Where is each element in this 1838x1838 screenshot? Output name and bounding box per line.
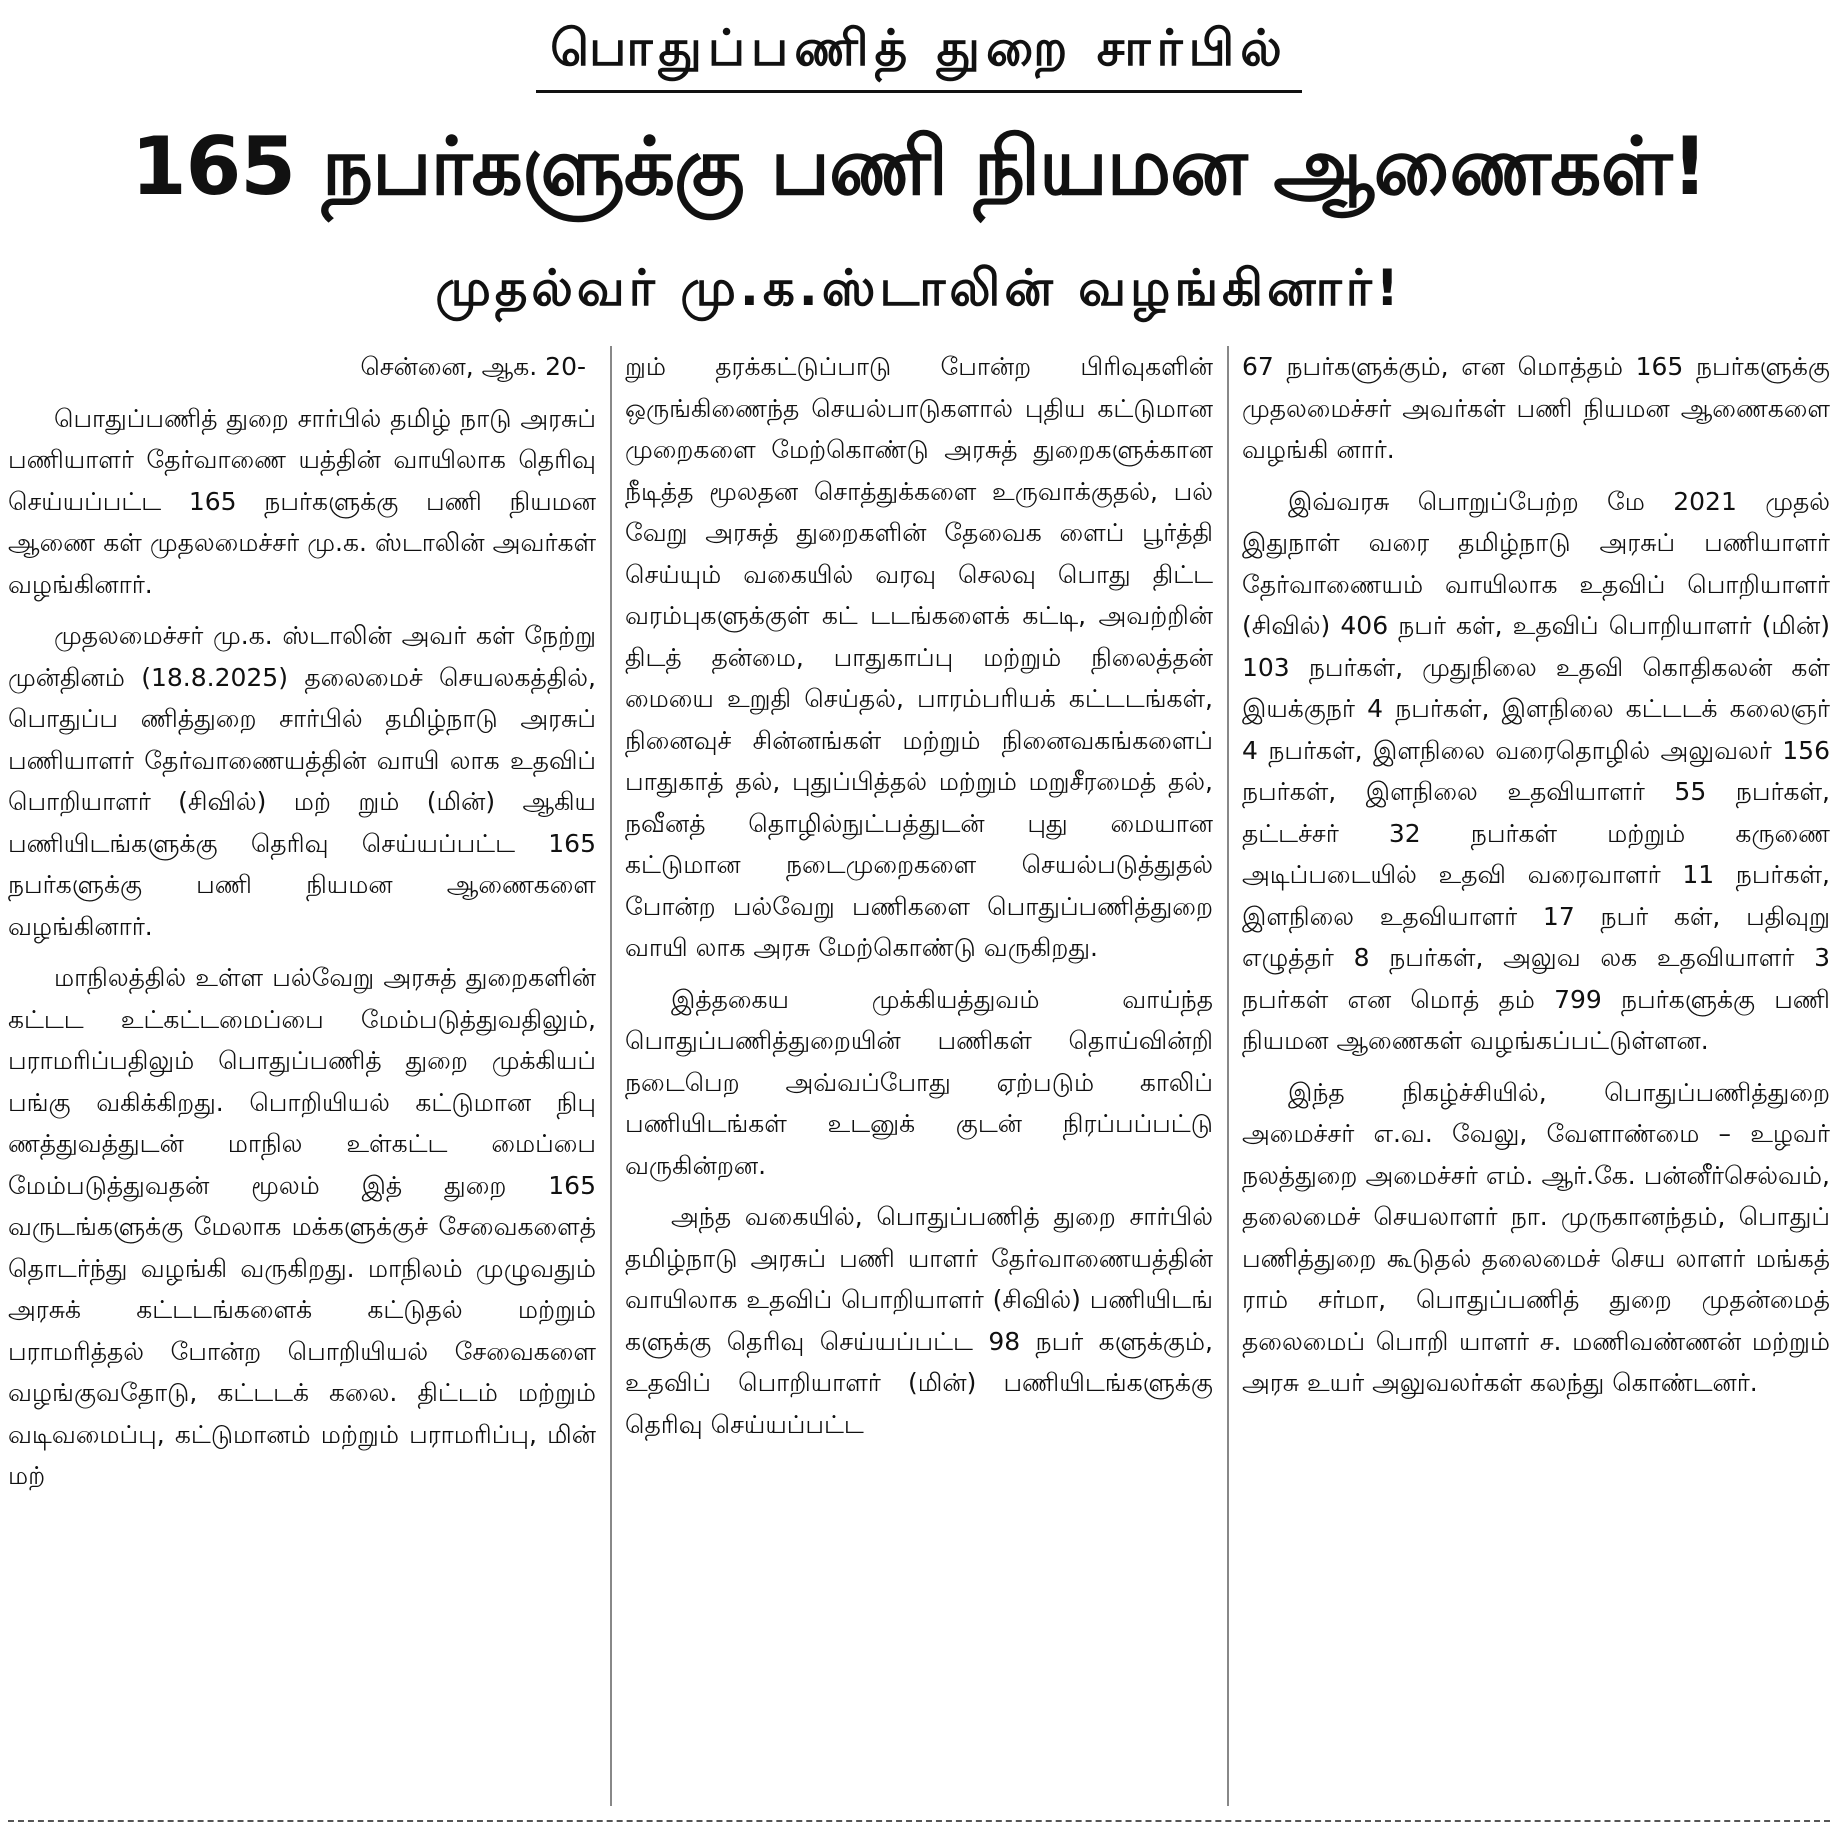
article-kicker bbox=[0, 14, 1838, 93]
paragraph: இத்தகைய முக்கியத்துவம் வாய்ந்த பொதுப்பணித்துறையின் பணிகள் தொய்வின்றி நடைபெற அவ்வப்போது ஏற்படும் காலிப் பணியிடங்கள் உடனுக் குடன் நிரப்பப்பட்டு வருகின்றன. bbox=[625, 984, 1213, 1180]
paragraph: மாநிலத்தில் உள்ள பல்வேறு அரசுத் துறைகளின் கட்டட உட்கட்டமைப்பை மேம்படுத்துவதிலும், பராமரிப்பதிலும் பொதுப்பணித் துறை முக்கியப் பங்கு வகிக்கிறது. பொறியியல் கட்டுமான நிபு ணத்துவத்துடன் மாநில உள்கட்ட மைப்பை மேம்படுத்துவதன் மூலம் இத் துறை 165 வருடங்களுக்கு மேலாக மக்களுக்குச் சேவைகளைத் தொடர்ந்து வழங்கி வருகிறது. மாநிலம் முழுவதும் அரசுக் கட்டடங்களைக் கட்டுதல் மற்றும் பராமரித்தல் போன்ற பொறியியல் சேவைகளை வழங்குவதோடு, கட்டடக் கலை. திட்டம் மற்றும் வடிவமைப்பு, கட்டுமானம் மற்றும் பராமரிப்பு, மின் மற் bbox=[8, 963, 596, 1490]
column-divider bbox=[1227, 346, 1229, 1806]
paragraph: இவ்வரசு பொறுப்பேற்ற மே 2021 முதல் இதுநாள் வரை தமிழ்நாடு அரசுப் பணியாளர் தேர்வாணையம் வாயிலாக உதவிப் பொறியாளர் (சிவில்) 406 நபர் கள், உதவிப் பொறியாளர் (மின்) 103 நபர்கள், முதுநிலை உதவி கொதிகலன் கள் இயக்குநர் 4 நபர்கள், இளநிலை கட்டடக் கலைஞர் 4 நபர்கள், இளநிலை வரைதொழில் அலுவலர் 156 நபர்கள், இளநிலை உதவியாளர் 55 நபர்கள், தட்டச்சர் 32 நபர்கள் மற்றும் கருணை அடிப்படையில் உதவி வரைவாளர் 11 நபர்கள், இளநிலை உதவியாளர் 17 நபர் கள், பதிவுறு எழுத்தர் 8 நபர்கள், அலுவ லக உதவியாளர் 3 நபர்கள் என மொத் தம் 799 நபர்களுக்கு பணி நியமன ஆணைகள் வழங்கப்பட்டுள்ளன. bbox=[1242, 486, 1830, 1055]
paragraph: இந்த நிகழ்ச்சியில், பொதுப்பணித்துறை அமைச்சர் எ.வ. வேலு, வேளாண்மை – உழவர் நலத்துறை அமைச்சர் எம். ஆர்.கே. பன்னீர்செல்வம், தலைமைச் செயலாளர் நா. முருகானந்தம், பொதுப் பணித்துறை கூடுதல் தலைமைச் செய லாளர் மங்கத் ராம் சர்மா, பொதுப்பணித் துறை முதன்மைத் தலைமைப் பொறி யாளர் ச. மணிவண்ணன் மற்றும் அரசு உயர் அலுவலர்கள் கலந்து கொண்டனர். bbox=[1242, 1077, 1830, 1397]
column-1 bbox=[8, 346, 596, 1806]
paragraph: றும் தரக்கட்டுப்பாடு போன்ற பிரிவுகளின் ஒருங்கிணைந்த செயல்பாடுகளால் புதிய கட்டுமான முறைகளை மேற்கொண்டு அரசுத் துறைகளுக்கான நீடித்த மூலதன சொத்துக்களை உருவாக்குதல், பல் வேறு அரசுத் துறைகளின் தேவைக ளைப் பூர்த்தி செய்யும் வகையில் வரவு செலவு பொது திட்ட வரம்புகளுக்குள் கட் டடங்களைக் கட்டி, அவற்றின் திடத் தன்மை, பாதுகாப்பு மற்றும் நிலைத்தன் மையை உறுதி செய்தல், பாரம்பரியக் கட்டடங்கள், நினைவுச் சின்னங்கள் மற்றும் நினைவகங்களைப் பாதுகாத் தல், புதுப்பித்தல் மற்றும் மறுசீரமைத் தல், நவீனத் தொழில்நுட்பத்துடன் புது மையான கட்டுமான நடைமுறைகளை செயல்படுத்துதல் போன்ற பல்வேறு பணிகளை பொதுப்பணித்துறை வாயி லாக அரசு மேற்கொண்டு வருகிறது. bbox=[625, 352, 1213, 962]
column-3 bbox=[1242, 346, 1830, 1806]
paragraph: பொதுப்பணித் துறை சார்பில் தமிழ் நாடு அரசுப் பணியாளர் தேர்வாணை யத்தின் வாயிலாக தெரிவு செய்யப்பட்ட 165 நபர்களுக்கு பணி நியமன ஆணை கள் முதலமைச்சர் மு.க. ஸ்டாலின் அவர்கள் வழங்கினார். bbox=[8, 403, 596, 599]
column-divider bbox=[610, 346, 612, 1806]
paragraph: அந்த வகையில், பொதுப்பணித் துறை சார்பில் தமிழ்நாடு அரசுப் பணி யாளர் தேர்வாணையத்தின் வாயிலாக உதவிப் பொறியாளர் (சிவில்) பணியிடங் களுக்கு தெரிவு செய்யப்பட்ட 98 நபர் களுக்கும், உதவிப் பொறியாளர் (மின்) பணியிடங்களுக்கு தெரிவு செய்யப்பட்ட bbox=[625, 1202, 1213, 1439]
column-2 bbox=[625, 346, 1213, 1806]
bottom-dashed-rule bbox=[8, 1820, 1830, 1822]
article-subhead: முதல்வர் மு.க.ஸ்டாலின் வழங்கினார்! bbox=[435, 259, 1403, 317]
article-body bbox=[8, 346, 1830, 1806]
paragraph: முதலமைச்சர் மு.க. ஸ்டாலின் அவர் கள் நேற்று முன்தினம் (18.8.2025) தலைமைச் செயலகத்தில், பொதுப்ப ணித்துறை சார்பில் தமிழ்நாடு அரசுப் பணியாளர் தேர்வாணையத்தின் வாயி லாக உதவிப் பொறியாளர் (சிவில்) மற் றும் (மின்) ஆகிய பணியிடங்களுக்கு தெரிவு செய்யப்பட்ட 165 நபர்களுக்கு பணி நியமன ஆணைகளை வழங்கினார். bbox=[8, 621, 596, 941]
article-headline: 165 நபர்களுக்கு பணி நியமன ஆணைகள்! bbox=[130, 120, 1708, 213]
dateline: சென்னை, ஆக. 20- bbox=[360, 352, 586, 381]
paragraph: 67 நபர்களுக்கும், என மொத்தம் 165 நபர்களுக்கு முதலமைச்சர் அவர்கள் பணி நியமன ஆணைகளை வழங்கி னார். bbox=[1242, 352, 1830, 464]
kicker-text: பொதுப்பணித் துறை சார்பில் bbox=[536, 14, 1302, 93]
